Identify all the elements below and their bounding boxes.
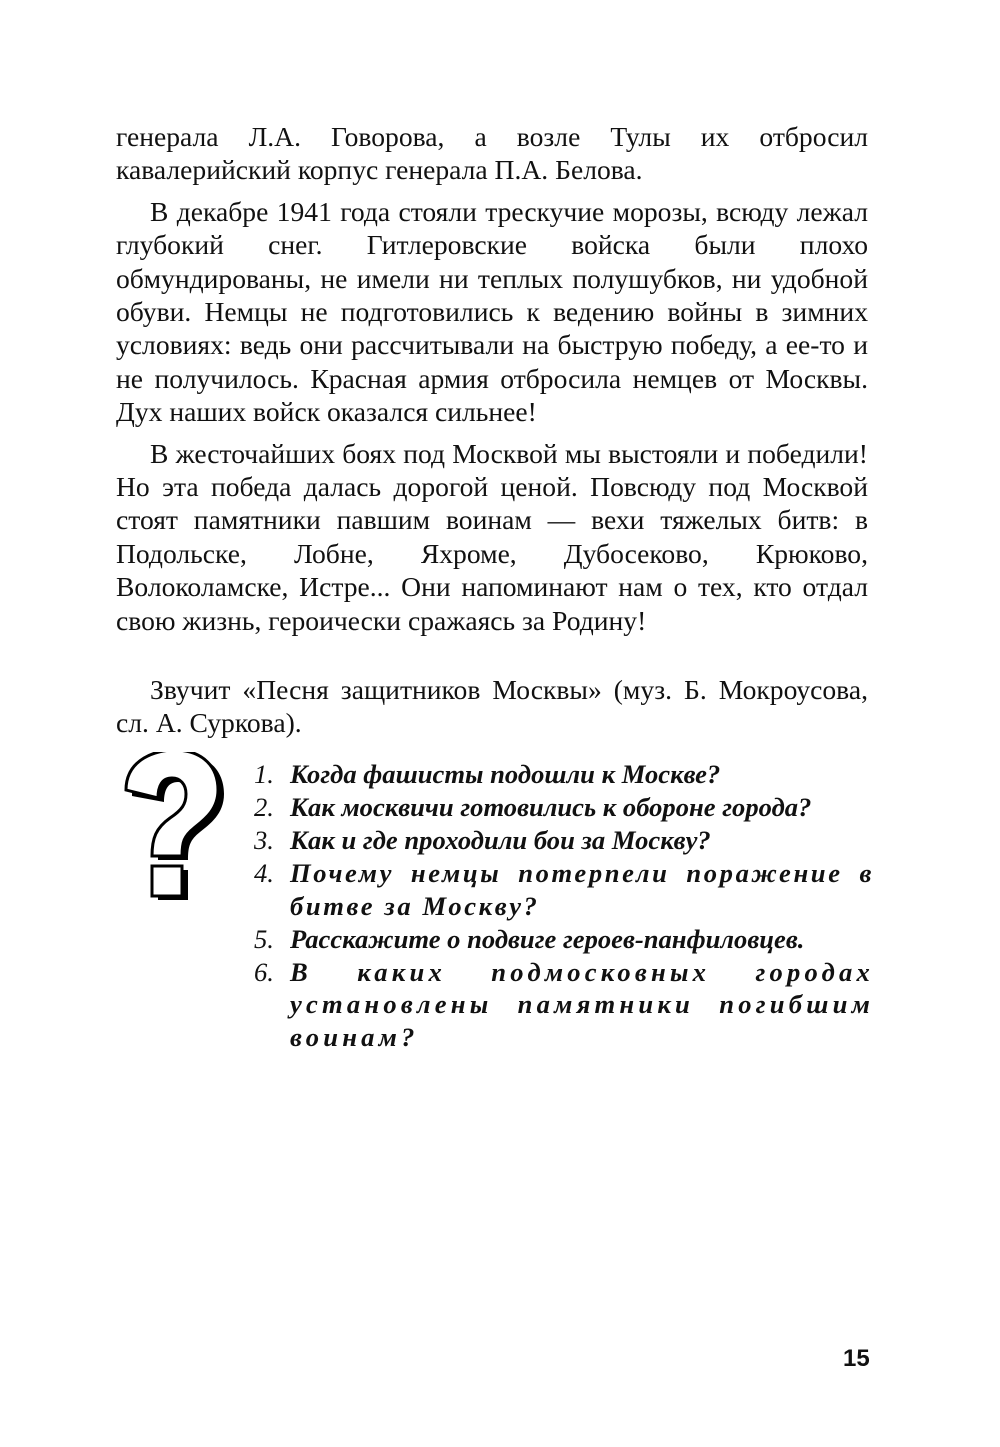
question-text: Расскажите о подвиге героев-панфиловцев. [290, 923, 805, 954]
question-item [254, 758, 874, 791]
question-item [254, 956, 874, 1054]
question-mark-icon [124, 752, 224, 912]
question-item [254, 791, 874, 824]
question-item [254, 824, 874, 857]
question-text: Когда фашисты подошли к Москве? [290, 759, 721, 789]
question-number: 4. [254, 857, 274, 888]
question-number: 1. [254, 759, 274, 789]
main-text [116, 120, 868, 637]
question-item [254, 857, 874, 922]
question-item [254, 923, 874, 956]
paragraph-3: В жесточайших боях под Москвой мы выстояли и победили! Но эта победа далась дорогой ценой. Повсюду под Москвой стоят памятники павшим воинам — вехи тяжелых битв: в Подольске, Лобне, Яхроме, Дубосеково, Крюково, Волоколамске, Истре... Они напоминают нам о тех, кто отдал свою жизнь, героически сражаясь за Родину! [116, 437, 868, 636]
paragraph-1: генерала Л.А. Говорова, а возле Тулы их отбросил кавалерийский корпус генерала П.А. Белова. [116, 121, 868, 186]
question-number: 2. [254, 791, 274, 822]
question-text: В каких подмосковных городах установлены памятники погибшим воинам? [290, 956, 874, 1052]
question-text: Как и где проходили бои за Москву? [290, 824, 711, 855]
question-number: 3. [254, 824, 274, 855]
page-number: 15 [843, 1345, 870, 1372]
question-text: Как москвичи готовились к обороне города? [290, 791, 812, 822]
question-number: 5. [254, 923, 274, 954]
sound-note: Звучит «Песня защитников Москвы» (муз. Б. Мокроусова, сл. А. Суркова). [116, 674, 868, 739]
questions-list [254, 758, 874, 1054]
paragraph-2: В декабре 1941 года стояли трескучие морозы, всюду лежал глубокий снег. Гитлеровские войска были плохо обмундированы, не имели ни теплых полушубков, ни удобной обуви. Немцы не подготовились к ведению войны в зимних условиях: ведь они рассчитывали на быструю победу, а ее-то и не получилось. Красная армия отбросила немцев от Москвы. Дух наших войск оказался сильнее! [116, 195, 868, 428]
question-text: Почему немцы потерпели поражение в битве за Москву? [290, 857, 874, 921]
question-number: 6. [254, 956, 274, 987]
